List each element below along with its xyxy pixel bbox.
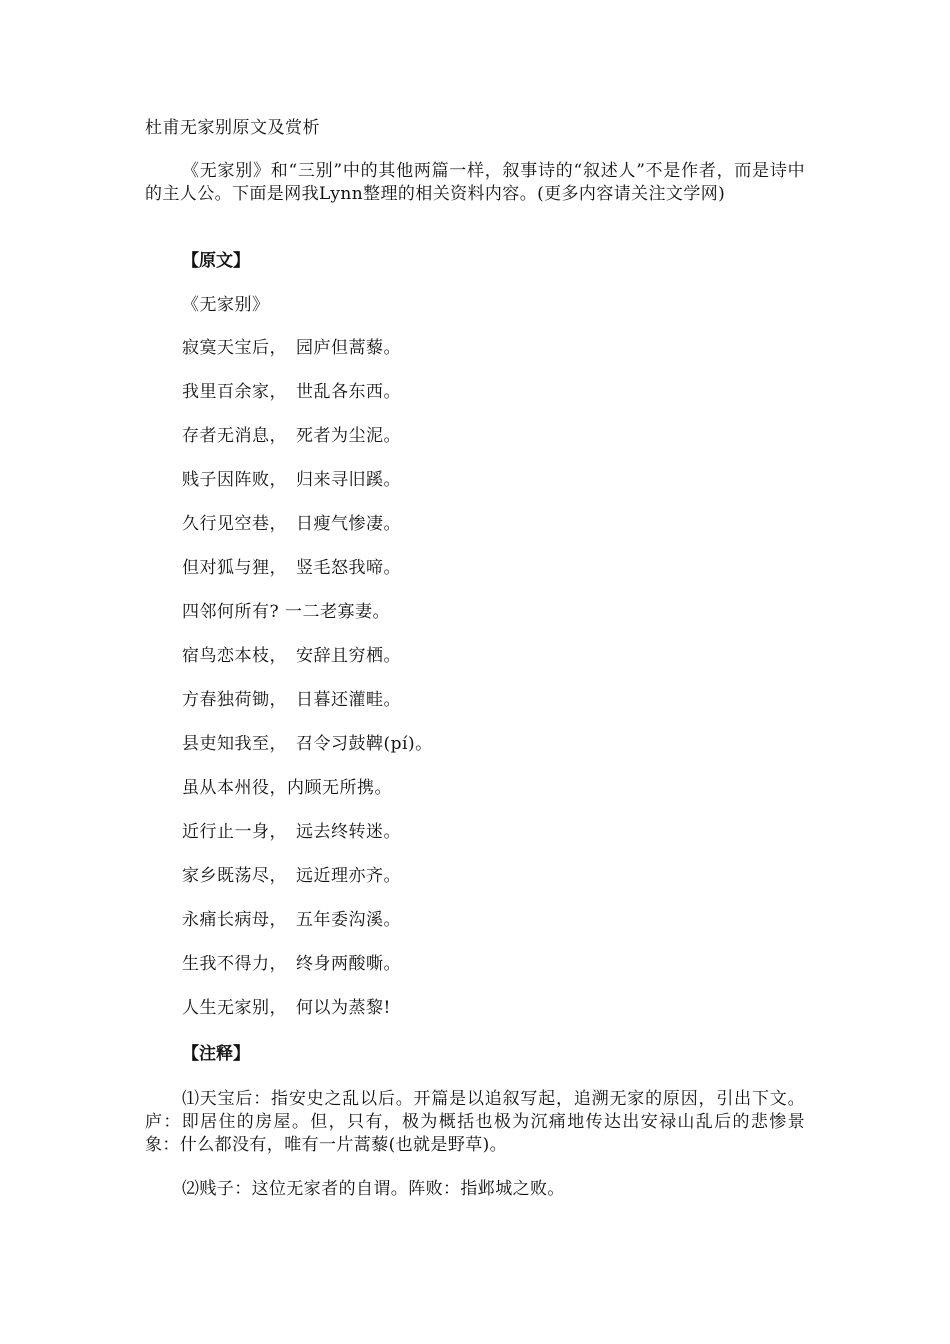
document-title: 杜甫无家别原文及赏析 — [145, 118, 320, 138]
verse-line: 我里百余家， 世乱各东西。 — [182, 382, 401, 402]
verse-line: 家乡既荡尽， 远近理亦齐。 — [182, 866, 401, 886]
verse-line: 寂寞天宝后， 园庐但蒿藜。 — [182, 338, 401, 358]
verse-line: 贱子因阵败， 归来寻旧蹊。 — [182, 470, 401, 490]
verse-line: 四邻何所有? 一二老寡妻。 — [182, 602, 391, 622]
verse-line: 虽从本州役，内顾无所携。 — [182, 778, 392, 798]
verse-line: 县吏知我至， 召令习鼓鞞(pí)。 — [182, 734, 433, 754]
original-heading: 【原文】 — [182, 251, 250, 271]
verse-line: 存者无消息， 死者为尘泥。 — [182, 426, 401, 446]
note-paragraph: ⑵贱子：这位无家者的自谓。阵败：指邺城之败。 — [182, 1179, 565, 1199]
verse-line: 近行止一身， 远去终转迷。 — [182, 822, 401, 842]
intro-paragraph: 《无家别》和“三别”中的其他两篇一样，叙事诗的“叙述人”不是作者，而是诗中的主人公。下面是网我Lynn整理的相关资料内容。(更多内容请关注文学网) — [145, 161, 805, 204]
poem-title: 《无家别》 — [182, 295, 270, 315]
verse-line: 人生无家别， 何以为蒸黎! — [182, 998, 391, 1018]
verse-line: 方春独荷锄， 日暮还灌畦。 — [182, 690, 401, 710]
verse-line: 永痛长病母， 五年委沟溪。 — [182, 910, 401, 930]
notes-heading: 【注释】 — [182, 1044, 250, 1064]
verse-line: 但对狐与狸， 竖毛怒我啼。 — [182, 558, 401, 578]
verse-line: 宿鸟恋本枝， 安辞且穷栖。 — [182, 646, 401, 666]
note-paragraph: ⑴天宝后：指安史之乱以后。开篇是以追叙写起，追溯无家的原因，引出下文。庐：即居住的房屋。但，只有，极为概括也极为沉痛地传达出安禄山乱后的悲惨景象：什么都没有，唯有一片蒿藜(也就是野草)。 — [145, 1089, 805, 1155]
verse-line: 久行见空巷， 日瘦气惨凄。 — [182, 514, 401, 534]
verse-line: 生我不得力， 终身两酸嘶。 — [182, 954, 401, 974]
